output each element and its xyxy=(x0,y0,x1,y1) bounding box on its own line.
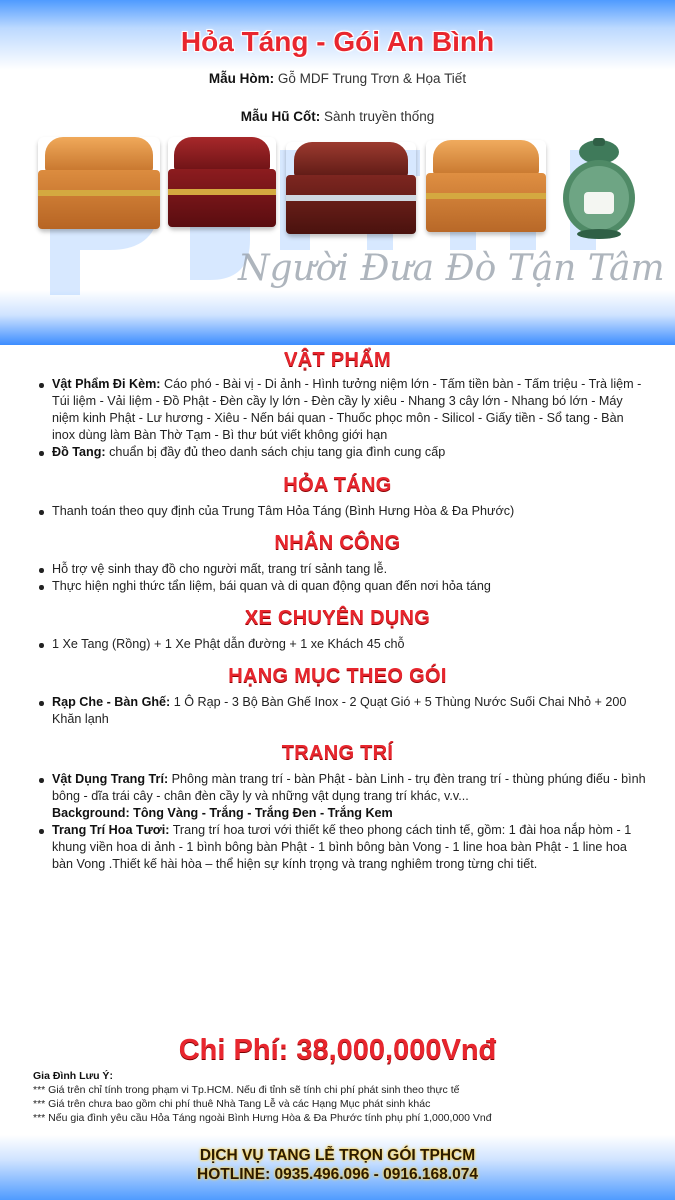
item-text: Phông màn trang trí - bàn Phật - bàn Linh - trụ đèn trang trí - thùng phúng điếu - bình bông - dĩa trái cây - chân đèn cầy ly và những vật dụng trang trí khác, v.v... xyxy=(52,772,646,803)
note-line: *** Giá trên chưa bao gồm chi phí thuê Nhà Tang Lễ và các Hạng Mục phát sinh khác xyxy=(33,1098,431,1110)
item-label: Rạp Che - Bàn Ghế: xyxy=(52,695,171,709)
coffin-model-value: Gỗ MDF Trung Trơn & Họa Tiết xyxy=(274,71,467,86)
list-trang-tri xyxy=(0,771,675,873)
urn-model-label: Mẫu Hũ Cốt: xyxy=(240,109,321,124)
urn-model-line xyxy=(0,109,675,124)
list-item xyxy=(36,694,649,728)
section-title-trang-tri: TRANG TRÍ xyxy=(281,742,394,764)
urn-model-value: Sành truyền thống xyxy=(320,109,435,124)
footer-contact xyxy=(0,1146,675,1184)
item-label: Vật Dụng Trang Trí: xyxy=(52,772,169,786)
list-nhan-cong xyxy=(0,561,675,595)
item-text: chuẩn bị đầy đủ theo danh sách chịu tang gia đình cung cấp xyxy=(105,445,446,459)
item-label: Đồ Tang: xyxy=(52,445,106,459)
coffin-model-line xyxy=(0,71,675,86)
section-title-hang-muc: HẠNG MỤC THEO GÓI xyxy=(228,665,447,687)
item-text: Hỗ trợ vệ sinh thay đồ cho người mất, trang trí sảnh tang lễ. xyxy=(52,562,388,576)
watermark-slogan: Người Đưa Đò Tận Tâm xyxy=(238,248,665,289)
list-item xyxy=(36,822,649,873)
list-item xyxy=(36,444,649,461)
package-content xyxy=(0,348,675,873)
list-item xyxy=(36,561,649,578)
package-price: Chi Phí: 38,000,000Vnđ xyxy=(178,1034,497,1066)
service-tagline: DỊCH VỤ TANG LỄ TRỌN GÓI TPHCM xyxy=(199,1147,476,1164)
list-item xyxy=(36,636,649,653)
section-title-xe: XE CHUYÊN DỤNG xyxy=(244,607,431,629)
item-label: Vật Phẩm Đi Kèm: xyxy=(52,377,161,391)
coffin-image-4 xyxy=(426,140,546,232)
item-text: Trang trí hoa tươi với thiết kế theo phong cách tinh tế, gồm: 1 đài hoa nắp hòm - 1 khung viền hoa di ảnh - 1 bình bông bàn Phật - 1 bình bông bàn Vong - 1 line hoa bàn Phật - 1 line hoa bàn Vong .Thiết kế hài hòa – thể hiện sự kính trọng và trang nghiêm trong từng chi tiết. xyxy=(52,823,632,871)
coffin-image-3 xyxy=(286,142,416,234)
item-text: 1 Xe Tang (Rồng) + 1 Xe Phật dẫn đường + 1 xe Khách 45 chỗ xyxy=(52,637,405,651)
note-line: *** Nếu gia đình yêu cầu Hỏa Táng ngoài Bình Hưng Hòa & Đa Phước tính phụ phí 1,000,000 Vnđ xyxy=(33,1112,492,1124)
item-text: Cáo phó - Bài vị - Di ảnh - Hình tưởng niệm lớn - Tấm tiền bàn - Tấm triệu - Trà liệm - Túi liệm - Vải liệm - Đồ Phật - Đèn cầy ly lớn - Đèn cầy ly xiêu - Nhang 3 cây lớn - Nhang bó lớn - Máy niệm kinh Phật - Lư hương - Xiêu - Nến bái quan - Thuốc phọc môn - Silicol - Giấy tiền - Sổ tang - Bàn inox dùng làm Bàn Thờ Tạm - Bì thư bút viết không giới hạn xyxy=(52,377,642,442)
list-item xyxy=(36,503,649,520)
family-notes xyxy=(33,1069,653,1125)
note-line: *** Giá trên chỉ tính trong phạm vi Tp.HCM. Nếu đi tỉnh sẽ tính chi phí phát sinh theo thực tế xyxy=(33,1084,460,1096)
list-item xyxy=(36,578,649,595)
list-hoa-tang xyxy=(0,503,675,520)
product-images xyxy=(38,132,638,242)
item-text: 1 Ô Rạp - 3 Bộ Bàn Ghế Inox - 2 Quạt Gió + 5 Thùng Nước Suối Chai Nhỏ + 200 Khăn lạnh xyxy=(52,695,627,726)
item-label: Trang Trí Hoa Tươi: xyxy=(52,823,170,837)
coffin-image-2 xyxy=(168,137,276,227)
section-title-vat-pham: VẬT PHẨM xyxy=(284,349,391,371)
section-title-nhan-cong: NHÂN CÔNG xyxy=(274,532,401,554)
coffin-model-label: Mẫu Hòm: xyxy=(208,71,275,86)
page-title: Hỏa Táng - Gói An Bình xyxy=(180,26,495,57)
item-text: Thực hiện nghi thức tẩn liệm, bái quan và di quan động quan đến nơi hỏa táng xyxy=(52,579,491,593)
list-item xyxy=(36,376,649,444)
list-hang-muc xyxy=(0,694,675,728)
notes-title: Gia Đình Lưu Ý: xyxy=(33,1070,113,1082)
list-item xyxy=(36,771,649,822)
item-text: Thanh toán theo quy định của Trung Tâm Hỏa Táng (Bình Hưng Hòa & Đa Phước) xyxy=(52,504,515,518)
list-vat-pham xyxy=(0,376,675,461)
list-xe xyxy=(0,636,675,653)
hotline: HOTLINE: 0935.496.096 - 0916.168.074 xyxy=(197,1166,478,1183)
background-colors-line: Background: Tông Vàng - Trắng - Trắng Đen - Trắng Kem xyxy=(52,806,393,820)
coffin-image-1 xyxy=(38,137,160,229)
urn-image-icon xyxy=(558,136,640,240)
section-title-hoa-tang: HỎA TÁNG xyxy=(283,474,392,496)
